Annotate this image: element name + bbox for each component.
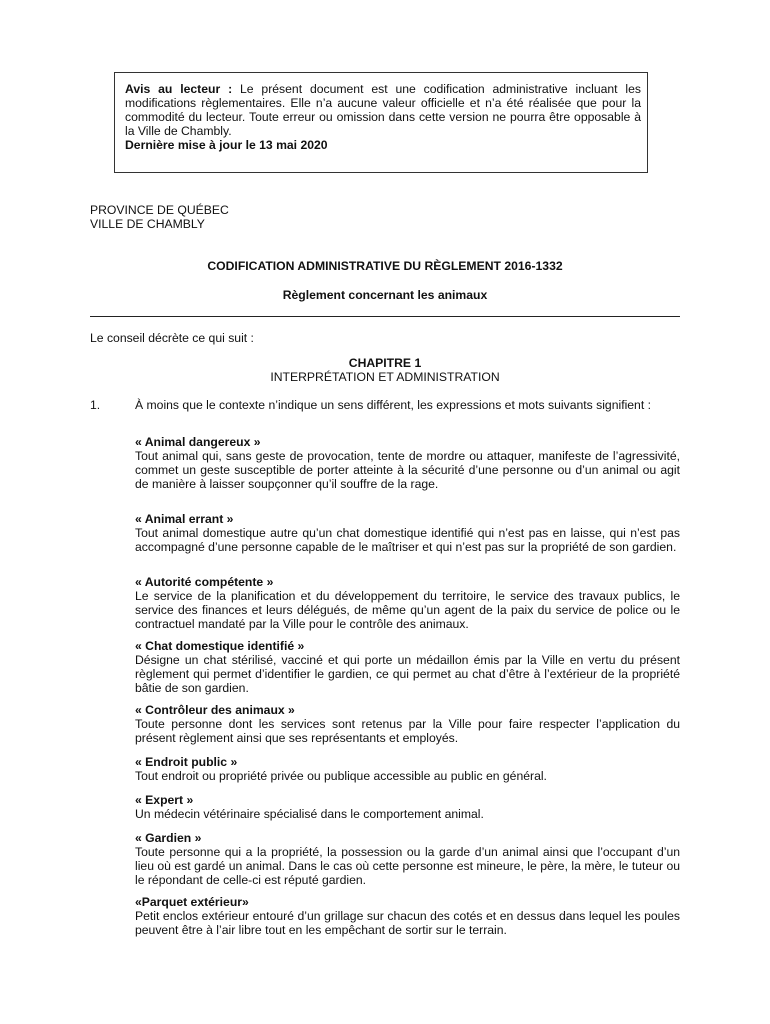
definition-chat-domestique-identifie [135,639,680,695]
definition-term: « Expert » [135,793,194,807]
definition-term: « Endroit public » [135,755,238,769]
definition-parquet-exterieur [135,895,680,937]
notice-update-date: Dernière mise à jour le 13 mai 2020 [125,138,328,152]
intro-text: Le conseil décrète ce qui suit : [90,331,254,345]
notice-text: Le présent document est une codification administrative incluant les modifications règlementaires. Elle n’a aucune valeur officielle et n’a été réalisée que pour la commodité du lecteur. Toute erreur ou omission dans cette version ne pourra être opposable à la Ville de Chambly. [125,82,641,138]
document-subtitle: Règlement concernant les animaux [282,288,488,302]
definition-text: Toute personne qui a la propriété, la possession ou la garde d’un animal ainsi que l’occupant d’un lieu où est gardé un animal. Dans le cas où cette personne est mineure, le père, la mère, le tuteur ou le répondant de celle-ci est réputé gardien. [135,845,680,887]
city-line: VILLE DE CHAMBLY [90,217,205,231]
definition-animal-errant [135,512,680,554]
definition-controleur-des-animaux [135,703,680,745]
article-text: À moins que le contexte n’indique un sens différent, les expressions et mots suivants signifient : [135,398,651,412]
definition-term: « Gardien » [135,831,202,845]
definition-text: Toute personne dont les services sont retenus par la Ville pour faire respecter l’application du présent règlement ainsi que ses représentants et employés. [135,717,680,745]
definition-animal-dangereux [135,435,680,491]
title-divider [90,316,680,317]
province-line: PROVINCE DE QUÉBEC [90,203,229,217]
definition-text: Désigne un chat stérilisé, vacciné et qui porte un médaillon émis par la Ville en vertu du présent règlement qui permet d’identifier le gardien, ce qui permet au chat d’être à l’extérieur de la propriété bâtie de son gardien. [135,653,680,695]
article-number: 1. [90,398,101,412]
definition-text: Le service de la planification et du développement du territoire, le service des travaux publics, le service des finances et leurs délégués, de même qu’un agent de la paix du service de police ou le contractuel mandaté par la Ville pour le contrôle des animaux. [135,589,680,631]
definition-term: « Contrôleur des animaux » [135,703,295,717]
definition-text: Petit enclos extérieur entouré d’un grillage sur chacun des cotés et en dessus dans lequel les poules peuvent être à l’air libre tout en les empêchant de sortir sur le terrain. [135,909,680,937]
definition-term: «Parquet extérieur» [135,895,249,909]
definition-gardien [135,831,680,887]
definition-text: Tout animal domestique autre qu’un chat domestique identifié qui n’est pas en laisse, qui n’est pas accompagné d’une personne capable de le maîtriser et qui n’est pas sur la propriété de son gardien. [135,526,680,554]
definition-text: Tout endroit ou propriété privée ou publique accessible au public en général. [135,769,547,783]
chapter-name: INTERPRÉTATION ET ADMINISTRATION [270,370,500,384]
definition-autorite-competente [135,575,680,631]
definition-term: « Chat domestique identifié » [135,639,305,653]
definition-text: Un médecin vétérinaire spécialisé dans le comportement animal. [135,807,484,821]
document-title: CODIFICATION ADMINISTRATIVE DU RÈGLEMENT 2016-1332 [207,259,563,273]
chapter-label: CHAPITRE 1 [348,356,422,370]
definition-expert [135,793,680,821]
definition-text: Tout animal qui, sans geste de provocation, tente de mordre ou attaquer, manifeste de l’agressivité, commet un geste susceptible de porter atteinte à la sécurité d’une personne ou d’un animal ou agit de manière à laisser soupçonner qu’il souffre de la rage. [135,449,680,491]
definition-term: « Animal errant » [135,512,234,526]
definition-endroit-public [135,755,680,783]
definition-term: « Animal dangereux » [135,435,261,449]
definition-term: « Autorité compétente » [135,575,274,589]
notice-label: Avis au lecteur : [125,82,233,96]
document-header [90,203,229,231]
reader-notice-box [114,72,648,173]
